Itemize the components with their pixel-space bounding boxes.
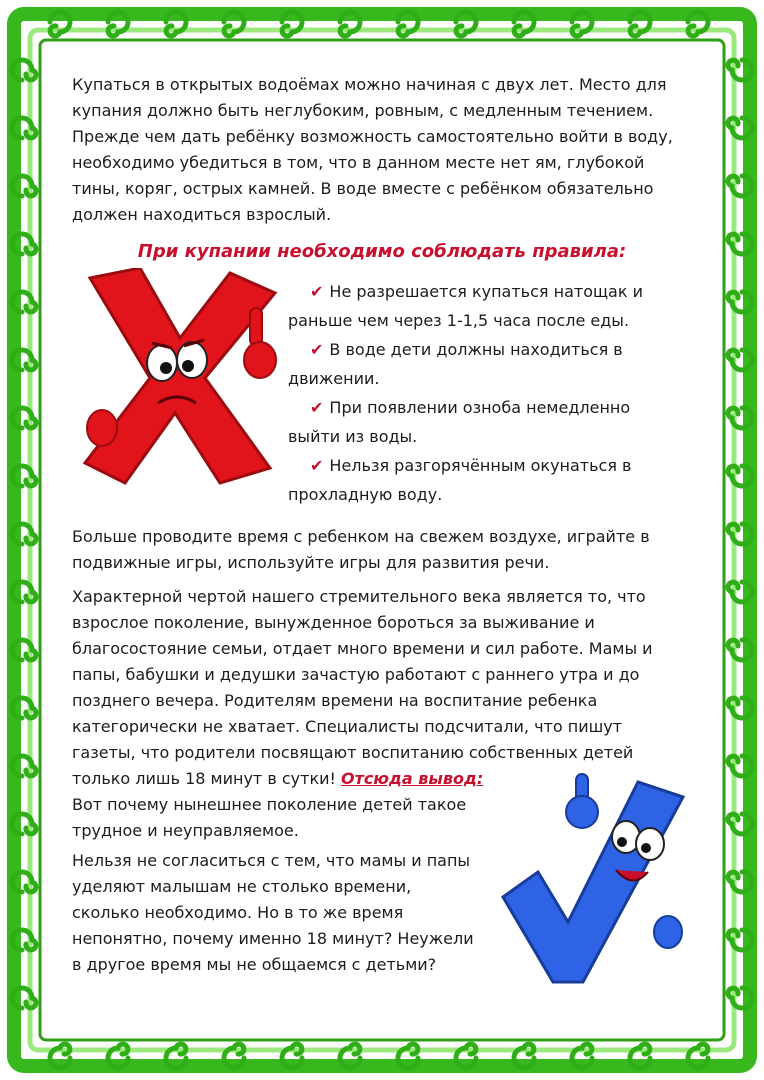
conclusion-label: Отсюда вывод: (341, 769, 484, 788)
check-icon: ✔ (310, 398, 324, 417)
rules-list (288, 277, 688, 509)
list-item: ✔ Не разрешается купаться натощак и раньше чем через 1-1,5 часа после еды. (288, 282, 644, 330)
intro-paragraph: Купаться в открытых водоёмах можно начиная с двух лет. Место для купания должно быть неглубоким, ровным, с медленным течением. Прежде чем дать ребёнку возможность самостоятельно войти в воду, необходимо убедиться в том, что в данном месте нет ям, глубокой тины, коряг, острых камней. В воде вместе с ребёнком обязательно должен находиться взрослый. (72, 75, 673, 224)
list-item: ✔ При появлении озноба немедленно выйти из воды. (288, 398, 631, 446)
list-item: ✔ Нельзя разгорячённым окунаться в прохладную воду. (288, 456, 632, 504)
red-cross-character-icon (80, 268, 280, 488)
time-paragraph: Характерной чертой нашего стремительного века является то, что взрослое поколение, вынужденное бороться за выживание и благосостояние семьи, отдает много времени и сил работе. Мамы и папы, бабушки и дедушки зачастую работают с раннего утра и до позднего вечера. Родителям времени на воспитание ребенка категорически не хватает. Специалисты подсчитали, что пишут газеты, что родители посвящают воспитанию собственных детей только лишь 18 минут в сутки! Отсюда вывод: Вот почему нынешнее поколение детей такое трудное и неуправляемое. (72, 587, 653, 840)
check-icon: ✔ (310, 282, 324, 301)
list-item: ✔ В воде дети должны находиться в движении. (288, 340, 623, 388)
closing-paragraph: Нельзя не согласиться с тем, что мамы и папы уделяют малышам не столько времени, сколько необходимо. Но в то же время непонятно, почему именно 18 минут? Неужели в другое время мы не общаемся с детьми? (72, 851, 474, 974)
check-icon: ✔ (310, 340, 324, 359)
check-icon: ✔ (310, 456, 324, 475)
rules-heading: При купании необходимо соблюдать правила: (137, 241, 627, 262)
outdoor-paragraph: Больше проводите время с ребенком на свежем воздухе, играйте в подвижные игры, используйте игры для развития речи. (72, 527, 650, 572)
